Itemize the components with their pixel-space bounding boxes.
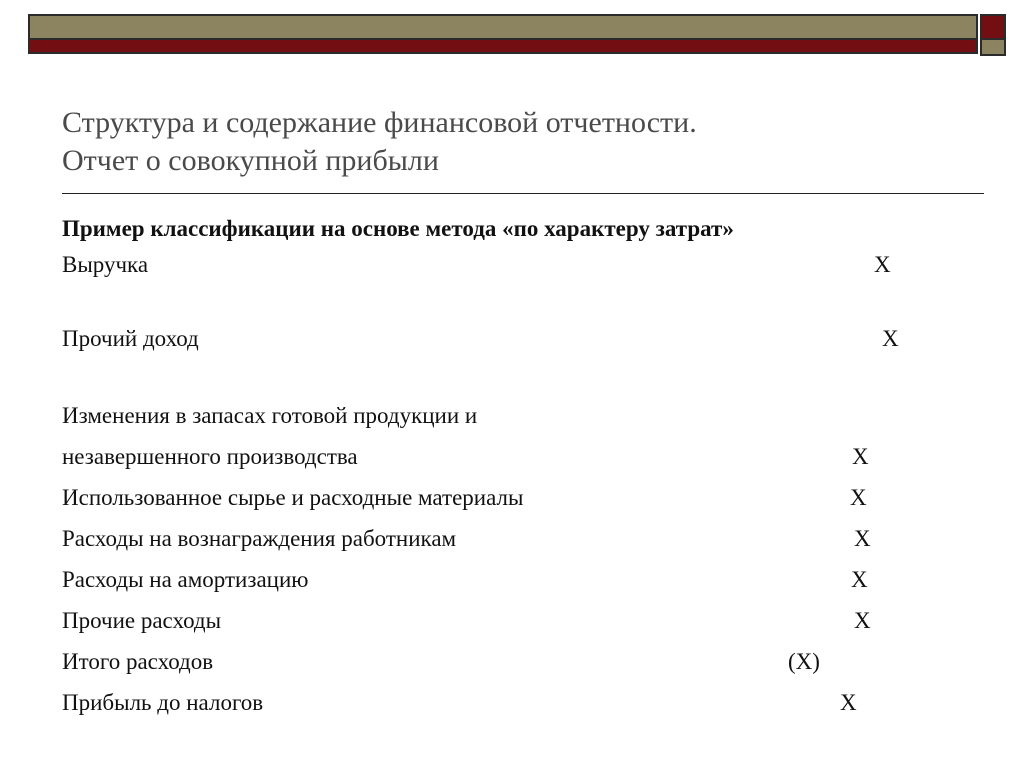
- header-red-stripe: [28, 40, 978, 54]
- slide-title: [62, 104, 962, 180]
- row-value: X: [840, 690, 857, 715]
- row-value: X: [850, 485, 867, 510]
- row-value: X: [874, 252, 891, 277]
- header-red-square: [980, 14, 1006, 40]
- row-label: Прочие расходы: [62, 608, 222, 633]
- header-olive-square: [980, 40, 1006, 56]
- header-olive-band: [28, 14, 978, 40]
- row-value: X: [882, 326, 899, 351]
- row-value: (X): [788, 649, 820, 674]
- row-value: X: [851, 567, 868, 592]
- row-label: Расходы на амортизацию: [62, 567, 309, 592]
- row-value: X: [854, 526, 871, 551]
- row-label: Выручка: [62, 252, 149, 277]
- row-label: Прочий доход: [62, 326, 199, 351]
- slide-title-line-1: Структура и содержание финансовой отчетности.: [62, 106, 697, 139]
- row-value: X: [854, 608, 871, 633]
- header-decoration: [28, 14, 1006, 56]
- row-label: Расходы на вознаграждения работникам: [62, 526, 457, 551]
- row-value: X: [852, 444, 869, 469]
- row-label: Использованное сырье и расходные материалы: [62, 485, 524, 510]
- row-label: незавершенного производства: [62, 444, 358, 469]
- row-label: Итого расходов: [62, 649, 214, 674]
- title-divider: [62, 193, 984, 194]
- slide-title-line-2: Отчет о совокупной прибыли: [62, 144, 439, 177]
- classification-heading: Пример классификации на основе метода «по характеру затрат»: [62, 216, 734, 241]
- row-label: Прибыль до налогов: [62, 690, 264, 715]
- row-label: Изменения в запасах готовой продукции и: [62, 403, 478, 428]
